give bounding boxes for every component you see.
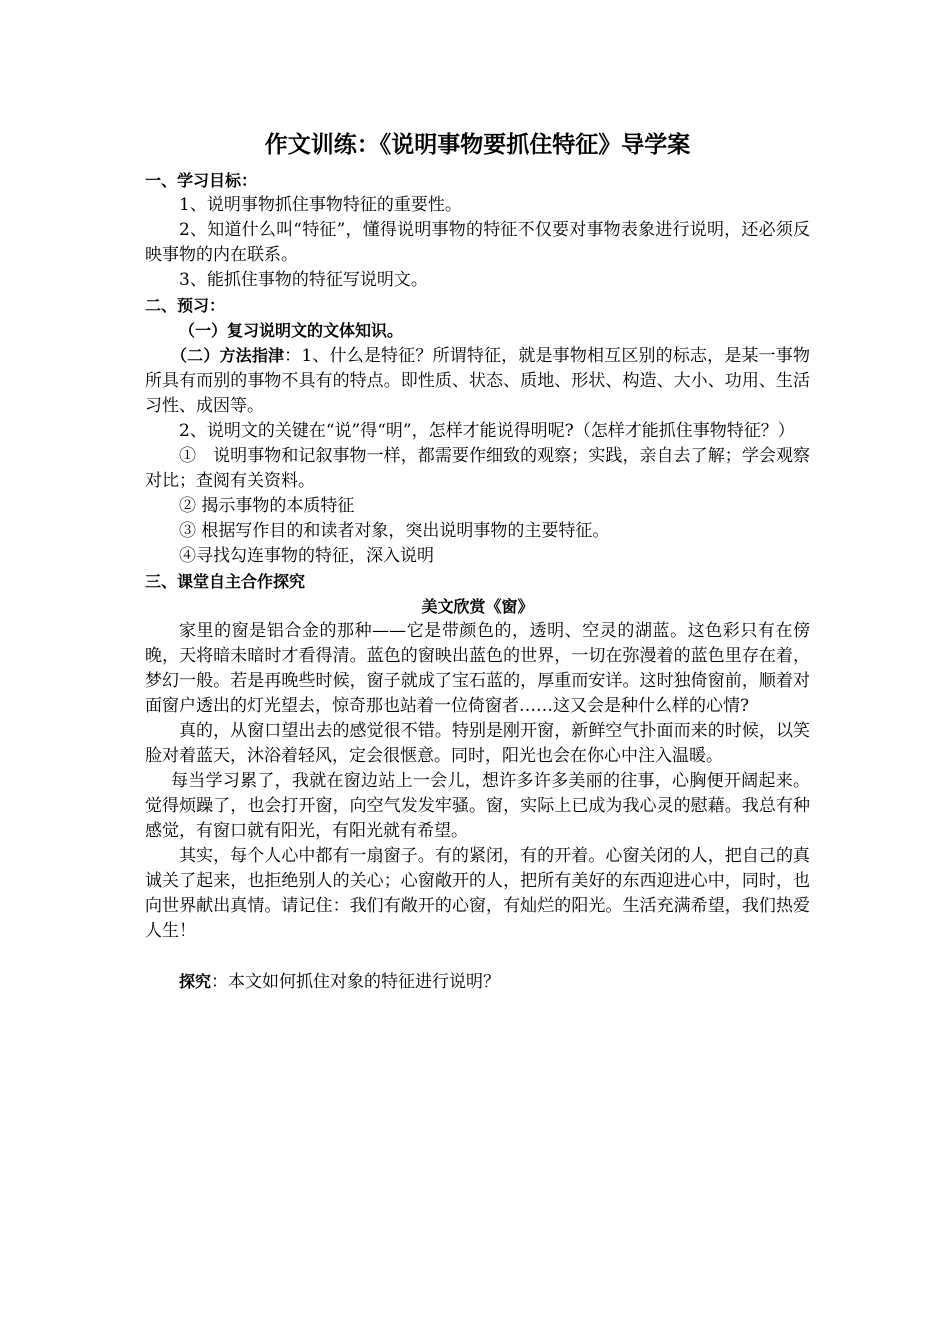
method-text: ：1、什么是特征？所谓特征，就是事物相互区别的标志，是某一事物所具有而别的事物不具有的特点。即性质、状态、质地、形状、构造、大小、功用、生活习性、成因等。 [145, 346, 810, 416]
document-page [145, 128, 810, 995]
essay-paragraph-2: 真的，从窗口望出去的感觉很不错。特别是刚开窗，新鲜空气扑面而来的时候，以笑脸对着蓝天，沐浴着轻风，定会很惬意。同时，阳光也会在你心中注入温暖。 [145, 721, 810, 766]
page-title: 作文训练：《说明事物要抓住特征》导学案 [264, 132, 691, 158]
point-2: ② 揭示事物的本质特征 [179, 496, 355, 516]
essay-title: 美文欣赏《窗》 [421, 597, 534, 616]
point-3: ③ 根据写作目的和读者对象，突出说明事物的主要特征。 [179, 521, 610, 541]
explore-question [145, 969, 810, 995]
essay-paragraph-4: 其实，每个人心中都有一扇窗子。有的紧闭，有的开着。心窗关闭的人，把自己的真诚关了起来，也拒绝别人的关心；心窗敞开的人，把所有美好的东西迎进心中，同时，也向世界献出真情。请记住：我们有敞开的心窗，有灿烂的阳光。生活充满希望，我们热爱人生！ [145, 846, 810, 941]
spacer [145, 944, 810, 969]
preview-part-2 [145, 343, 810, 419]
preview-part-1: （一）复习说明文的文体知识。 [179, 321, 404, 340]
section-1-heading: 一、学习目标： [145, 171, 258, 190]
point-1: ① 说明事物和记叙事物一样，都需要作细致的观察；实践，亲自去了解；学会观察对比；查阅有关资料。 [145, 446, 810, 491]
explore-label: 探究 [179, 972, 212, 991]
method-label: （二）方法指津 [171, 346, 285, 365]
section-2-heading: 二、预习： [145, 296, 226, 315]
section-3-heading: 三、课堂自主合作探究 [145, 572, 306, 591]
objective-3: 3、能抓住事物的特征写说明文。 [179, 270, 428, 290]
essay-paragraph-3: 每当学习累了，我就在窗边站上一会儿，想许多许多美丽的往事，心胸便开阔起来。觉得烦躁了，也会打开窗，向空气发发牢骚。窗，实际上已成为我心灵的慰藉。我总有种感觉，有窗口就有阳光，有阳光就有希望。 [145, 771, 810, 841]
essay-paragraph-1: 家里的窗是铝合金的那种——它是带颜色的，透明、空灵的湖蓝。这色彩只有在傍晚，天将暗未暗时才看得清。蓝色的窗映出蓝色的世界，一切在弥漫着的蓝色里存在着，梦幻一般。若是再晚些时候，窗子就成了宝石蓝的，厚重而安详。这时独倚窗前，顺着对面窗户透出的灯光望去，惊奇那也站着一位倚窗者……这又会是种什么样的心情? [145, 621, 810, 716]
question-2: 2、说明文的关键在“说”得“明”，怎样才能说得明呢?（怎样才能抓住事物特征？） [179, 421, 795, 441]
explore-text: ：本文如何抓住对象的特征进行说明？ [211, 972, 501, 992]
point-4: ④寻找勾连事物的特征，深入说明 [179, 546, 434, 566]
objective-1: 1、说明事物抓住事物特征的重要性。 [179, 195, 462, 215]
objective-2: 2、知道什么叫“特征”，懂得说明事物的特征不仅要对事物表象进行说明，还必须反映事物的内在联系。 [145, 220, 810, 265]
